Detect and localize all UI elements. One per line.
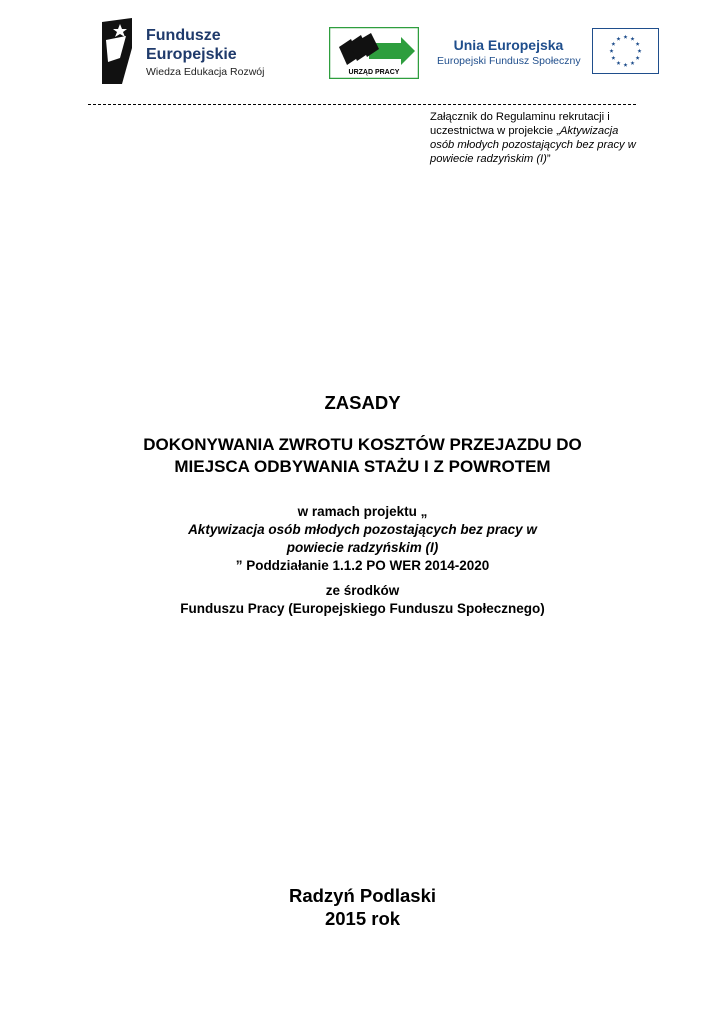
annex-text-end: ”: [546, 153, 551, 165]
funding-source: [80, 582, 645, 618]
place-year: 2015 rok: [324, 908, 401, 929]
document-subtitle: [90, 434, 635, 478]
urzad-pracy-label: URZĄD PRACY: [348, 69, 400, 76]
project-description: [80, 503, 645, 575]
fundusze-europejskie-mark-icon: [100, 18, 134, 84]
document-title: ZASADY: [324, 392, 401, 413]
fe-logo-line2: Europejskie: [146, 46, 237, 63]
urzad-pracy-logo-icon: [329, 27, 419, 79]
project-name-part2: powiecie radzyńskim (I): [286, 540, 439, 555]
project-name-part1: Aktywizacja osób młodych pozostających bez pracy w: [188, 522, 537, 537]
fe-logo-line1: Fundusze: [146, 27, 221, 44]
fe-logo-line3: Wiedza Edukacja Rozwój: [146, 66, 265, 78]
subtitle-line1: DOKONYWANIA ZWROTU KOSZTÓW PRZEJAZDU DO: [143, 435, 582, 454]
header-divider: [88, 104, 636, 105]
funds-line2: Funduszu Pracy (Europejskiego Funduszu Społecznego): [180, 601, 545, 616]
annex-text-plain: Załącznik do Regulaminu rekrutacji i uczestnictwa w projekcie „: [430, 111, 610, 137]
eu-flag-icon: [592, 28, 659, 74]
document-header: [0, 0, 725, 100]
unia-europejska-text: [437, 36, 580, 68]
project-suffix: ” Poddziałanie 1.1.2 PO WER 2014-2020: [235, 558, 490, 573]
subtitle-line2: MIEJSCA ODBYWANIA STAŻU I Z POWROTEM: [174, 457, 551, 476]
fundusze-europejskie-logo: [100, 18, 280, 84]
eu-logo-line2: Europejski Fundusz Społeczny: [437, 55, 581, 67]
annex-project-name: Aktywizacja osób młodych pozostających bez pracy w powiecie radzyńskim (I): [430, 125, 636, 165]
project-prefix: w ramach projektu „: [297, 504, 428, 519]
place-city: Radzyń Podlaski: [288, 885, 436, 906]
annex-note: [430, 110, 645, 166]
place-and-year: [0, 884, 725, 930]
funds-line1: ze środków: [325, 583, 400, 598]
eu-logo-line1: Unia Europejska: [453, 37, 564, 53]
